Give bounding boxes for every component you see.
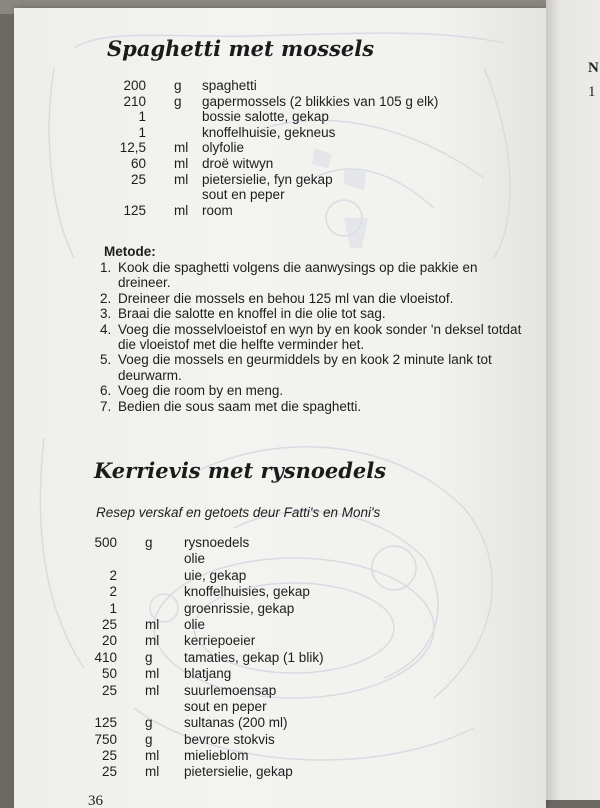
ingredient-row	[14, 617, 546, 633]
ingredient-unit: ml	[145, 748, 160, 764]
ingredient-row	[14, 715, 546, 731]
ingredient-amount: 25	[101, 748, 117, 764]
ingredient-row	[14, 125, 546, 141]
ingredient-amount: 125	[94, 715, 117, 731]
ingredient-name: mielieblom	[184, 748, 249, 764]
ingredient-row	[14, 109, 546, 125]
method-step	[100, 383, 530, 398]
page-number: 36	[88, 793, 103, 808]
ingredient-unit: ml	[174, 140, 189, 156]
ingredient-unit: g	[145, 535, 153, 550]
step-number: 2.	[100, 290, 112, 306]
ingredient-amount: 25	[130, 171, 146, 187]
ingredient-amount: 12,5	[119, 140, 146, 156]
step-text: Kook die spaghetti volgens die aanwysings op die pakkie en dreineer.	[118, 260, 478, 291]
ingredient-amount: 1	[109, 600, 117, 616]
ingredient-name: olie	[184, 616, 206, 632]
page-content	[14, 8, 546, 808]
step-text: Braai die salotte en knoffel in die olie tot sag.	[118, 306, 386, 322]
ingredient-name: kerriepoeier	[184, 633, 256, 649]
recipe2-subtitle: Resep verskaf en getoets deur Fatti's en Moni's	[96, 505, 381, 520]
ingredient-amount: 410	[94, 649, 117, 665]
ingredient-name: pietersielie, fyn gekap	[202, 171, 333, 187]
step-text: Voeg die room by en meng.	[118, 383, 284, 399]
ingredient-amount: 25	[101, 616, 117, 632]
ingredient-unit: ml	[174, 171, 189, 187]
ingredient-row	[14, 748, 546, 764]
step-text: Bedien die sous saam met die spaghetti.	[118, 398, 362, 414]
step-number: 6.	[100, 383, 112, 399]
method-step	[100, 322, 530, 353]
step-text: Voeg die mosselvloeistof en wyn by en kook sonder 'n deksel totdat die vloeistof met die helfte verminder het.	[118, 321, 522, 353]
ingredient-unit: ml	[174, 155, 189, 171]
ingredient-row	[14, 650, 546, 666]
ingredient-row	[14, 156, 546, 172]
book-page-right-edge	[546, 0, 600, 800]
ingredient-unit: g	[174, 93, 182, 109]
ingredient-unit: ml	[145, 682, 160, 698]
ingredient-unit: ml	[145, 666, 160, 682]
ingredient-name: olyfolie	[202, 140, 245, 156]
step-number: 3.	[100, 306, 112, 322]
next-page-char-1: N	[588, 60, 599, 76]
ingredient-row	[14, 601, 546, 617]
ingredient-name: uie, gekap	[184, 567, 247, 583]
recipe2-title: Kerrievis met rysnoedels	[94, 458, 387, 483]
ingredient-row	[14, 568, 546, 584]
ingredient-name: sout en peper	[184, 698, 267, 714]
next-page-char-2: 1	[588, 84, 596, 100]
ingredient-name: bevrore stokvis	[184, 731, 275, 747]
ingredient-name: room	[202, 202, 233, 218]
ingredient-row	[14, 633, 546, 649]
ingredient-row	[14, 551, 546, 567]
ingredient-name: droë witwyn	[202, 155, 274, 171]
recipe2-ingredient-list	[14, 535, 546, 781]
ingredient-row	[14, 140, 546, 156]
ingredient-name: knoffelhuisie, gekneus	[202, 124, 336, 140]
method-step	[100, 291, 530, 306]
ingredient-unit: g	[174, 78, 182, 93]
ingredient-row	[14, 187, 546, 203]
step-number: 4.	[100, 321, 112, 337]
step-number: 5.	[100, 352, 112, 368]
ingredient-unit: ml	[145, 764, 160, 780]
ingredient-amount: 20	[101, 633, 117, 649]
ingredient-amount: 2	[109, 584, 117, 600]
ingredient-amount: 200	[123, 78, 146, 93]
ingredient-row	[14, 683, 546, 699]
ingredient-row	[14, 584, 546, 600]
ingredient-amount: 25	[101, 764, 117, 780]
ingredient-unit: ml	[145, 633, 160, 649]
recipe1-title: Spaghetti met mossels	[107, 36, 375, 61]
method-step	[100, 399, 530, 414]
book-page-left	[14, 8, 546, 808]
ingredient-amount: 1	[138, 124, 146, 140]
ingredient-unit: ml	[145, 616, 160, 632]
ingredient-amount: 50	[101, 666, 117, 682]
ingredient-row	[14, 78, 546, 94]
ingredient-row	[14, 94, 546, 110]
ingredient-amount: 2	[109, 567, 117, 583]
ingredient-name: olie	[184, 551, 206, 567]
step-text: Dreineer die mossels en behou 125 ml van die vloeistof.	[118, 290, 454, 306]
ingredient-name: pietersielie, gekap	[184, 764, 293, 780]
ingredient-name: tamaties, gekap (1 blik)	[184, 649, 324, 665]
ingredient-amount: 1	[138, 109, 146, 125]
ingredient-amount: 125	[123, 202, 146, 218]
ingredient-amount: 25	[101, 682, 117, 698]
ingredient-amount: 500	[94, 535, 117, 550]
recipe1-steps	[100, 260, 530, 414]
ingredient-name: bossie salotte, gekap	[202, 109, 329, 125]
ingredient-name: blatjang	[184, 666, 232, 682]
ingredient-row	[14, 732, 546, 748]
step-number: 1.	[100, 260, 112, 275]
ingredient-row	[14, 666, 546, 682]
ingredient-name: spaghetti	[202, 78, 257, 93]
ingredient-unit: g	[145, 731, 153, 747]
ingredient-name: sout en peper	[202, 187, 285, 203]
step-text: Voeg die mossels en geurmiddels by en kook 2 minute lank tot deurwarm.	[118, 352, 492, 383]
ingredient-unit: ml	[174, 202, 189, 218]
method-step	[100, 306, 530, 321]
recipe1-method-label: Metode:	[104, 244, 156, 259]
method-step	[100, 260, 530, 291]
ingredient-name: rysnoedels	[184, 535, 250, 550]
ingredient-row	[14, 535, 546, 551]
ingredient-name: suurlemoensap	[184, 682, 277, 698]
ingredient-name: knoffelhuisies, gekap	[184, 584, 310, 600]
step-number: 7.	[100, 398, 112, 414]
ingredient-name: gapermossels (2 blikkies van 105 g elk)	[202, 93, 439, 109]
ingredient-row	[14, 172, 546, 188]
ingredient-amount: 210	[123, 93, 146, 109]
ingredient-name: sultanas (200 ml)	[184, 715, 288, 731]
method-step	[100, 352, 530, 383]
ingredient-row	[14, 764, 546, 780]
ingredient-row	[14, 699, 546, 715]
ingredient-amount: 750	[94, 731, 117, 747]
ingredient-unit: g	[145, 715, 153, 731]
ingredient-row	[14, 203, 546, 219]
ingredient-unit: g	[145, 649, 153, 665]
ingredient-amount: 60	[130, 155, 146, 171]
ingredient-name: groenrissie, gekap	[184, 600, 295, 616]
recipe1-ingredient-list	[14, 78, 546, 218]
